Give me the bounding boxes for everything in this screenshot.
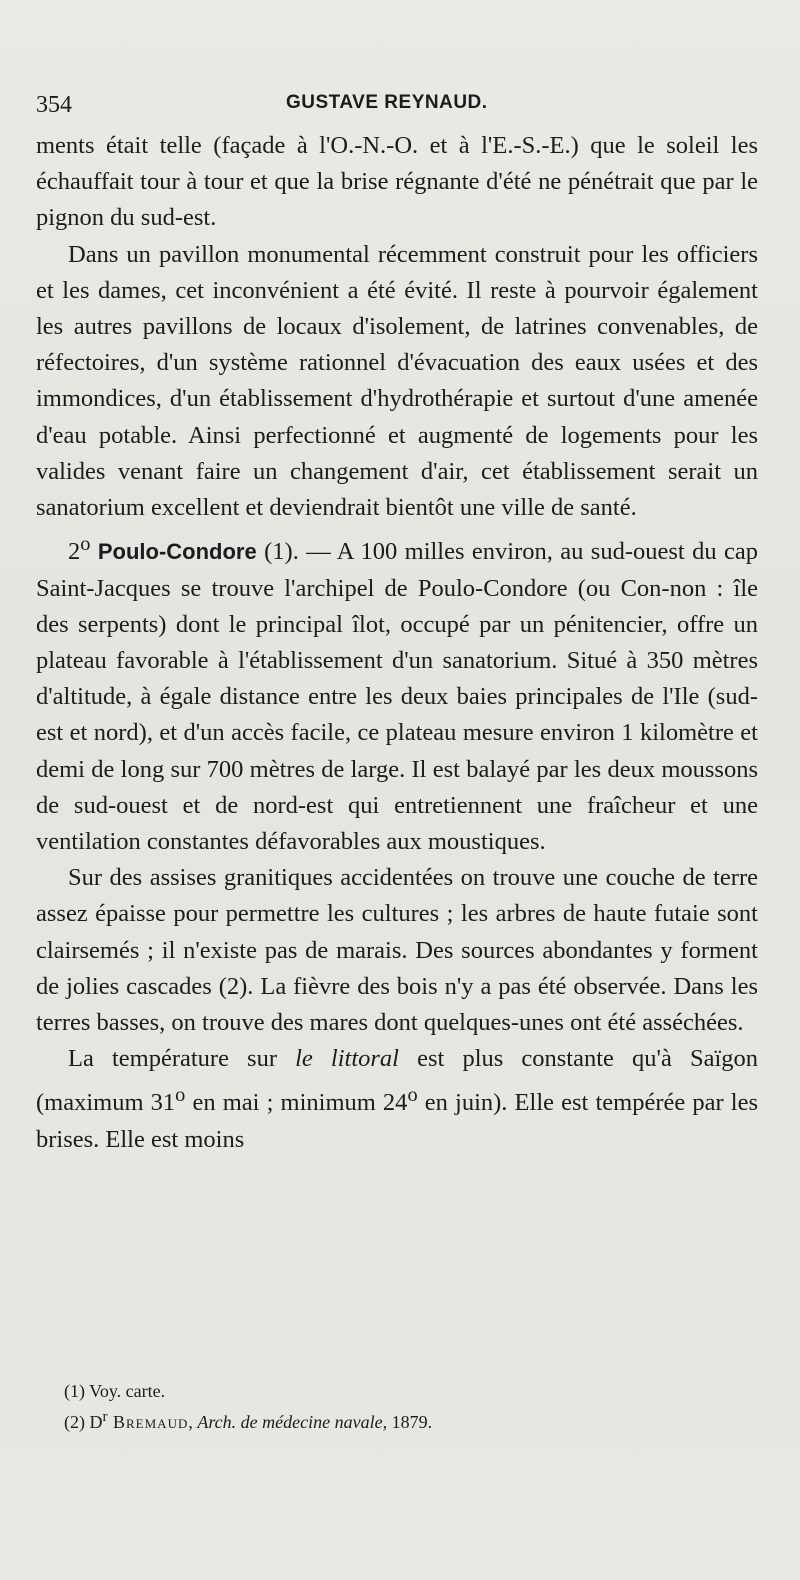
- section-number: 2: [68, 538, 81, 566]
- paragraph-5-text-b: est plus constante qu'à Saïgon (maximum 31: [36, 1045, 758, 1117]
- section-number-superscript: o: [80, 533, 91, 556]
- footnote-2-prefix: (2) D: [64, 1412, 103, 1432]
- paragraph-5-text-c: en mai ; minimum 24: [185, 1089, 408, 1117]
- footnote-2-superscript: r: [102, 1409, 108, 1425]
- section-title: Poulo-Condore: [97, 539, 257, 565]
- paragraph-5-text-d: en juin). Elle est tempérée par les brises. Elle est moins: [36, 1089, 758, 1153]
- page-header: [36, 88, 756, 122]
- paragraph-4: Sur des assises granitiques accidentées on trouve une couche de terre assez épaisse pour permettre les cultures ; les arbres de haute futaie sont clairsemés ; il n'existe pas de marais. Des sources abondantes y forment de jolies cascades (2). La fièvre des bois n'y a pas été observée. Dans les terres basses, on trouve des mares dont quelques-unes ont été asséchées.: [36, 864, 758, 1037]
- footnote-2-author: Bremaud: [107, 1412, 189, 1432]
- paragraph-3-text: (1). — A 100 milles environ, au sud-ouest du cap Saint-Jacques se trouve l'archipel de Poulo-Condore (ou Con-non : île des serpents) dont le principal îlot, occupé par un pénitencier, offre un plateau favorable à l'établissement d'un sanatorium. Situé à 350 mètres d'altitude, à égale distance entre les deux baies principales de l'Ile (sud-est et nord), et d'un accès facile, ce plateau mesure environ 1 kilomètre et demi de long sur 700 mètres de large. Il est balayé par les deux moussons de sud-ouest et de nord-est qui entretiennent une fraîcheur et une ventilation constantes défavorables aux moustiques.: [36, 538, 758, 856]
- running-head: GUSTAVE REYNAUD.: [286, 92, 488, 113]
- footnote-2-year: , 1879.: [382, 1412, 433, 1432]
- paragraph-5: [36, 1041, 758, 1158]
- paragraph-5-italic: le littoral: [295, 1045, 399, 1073]
- footnote-2-separator: ,: [188, 1412, 198, 1432]
- body-text: [36, 128, 758, 1158]
- paragraph-3: [36, 526, 758, 860]
- footnote-2: [64, 1404, 764, 1435]
- paragraph-1: ments était telle (façade à l'O.-N.-O. et à l'E.-S.-E.) que le soleil les échauffait tour à tour et que la brise régnante d'été ne pénétrait que par le pignon du sud-est.: [36, 132, 758, 232]
- degree-superscript-1: o: [175, 1084, 186, 1107]
- page-number: 354: [36, 92, 72, 118]
- footnote-2-journal: Arch. de médecine navale: [197, 1412, 383, 1432]
- footnotes: [64, 1378, 764, 1435]
- paragraph-2: Dans un pavillon monumental récemment construit pour les officiers et les dames, cet inconvénient a été évité. Il reste à pourvoir également les autres pavillons de locaux d'isolement, de latrines convenables, de réfectoires, d'un système rationnel d'évacuation des eaux usées et des immondices, d'un établissement d'hydrothérapie et surtout d'une amenée d'eau potable. Ainsi perfectionné et augmenté de logements pour les valides venant faire un changement d'air, cet établissement serait un sanatorium excellent et deviendrait bientôt une ville de santé.: [36, 240, 758, 522]
- degree-superscript-2: o: [407, 1084, 418, 1107]
- footnote-1: (1) Voy. carte.: [64, 1381, 166, 1401]
- paragraph-5-text-a: La température sur: [68, 1045, 296, 1073]
